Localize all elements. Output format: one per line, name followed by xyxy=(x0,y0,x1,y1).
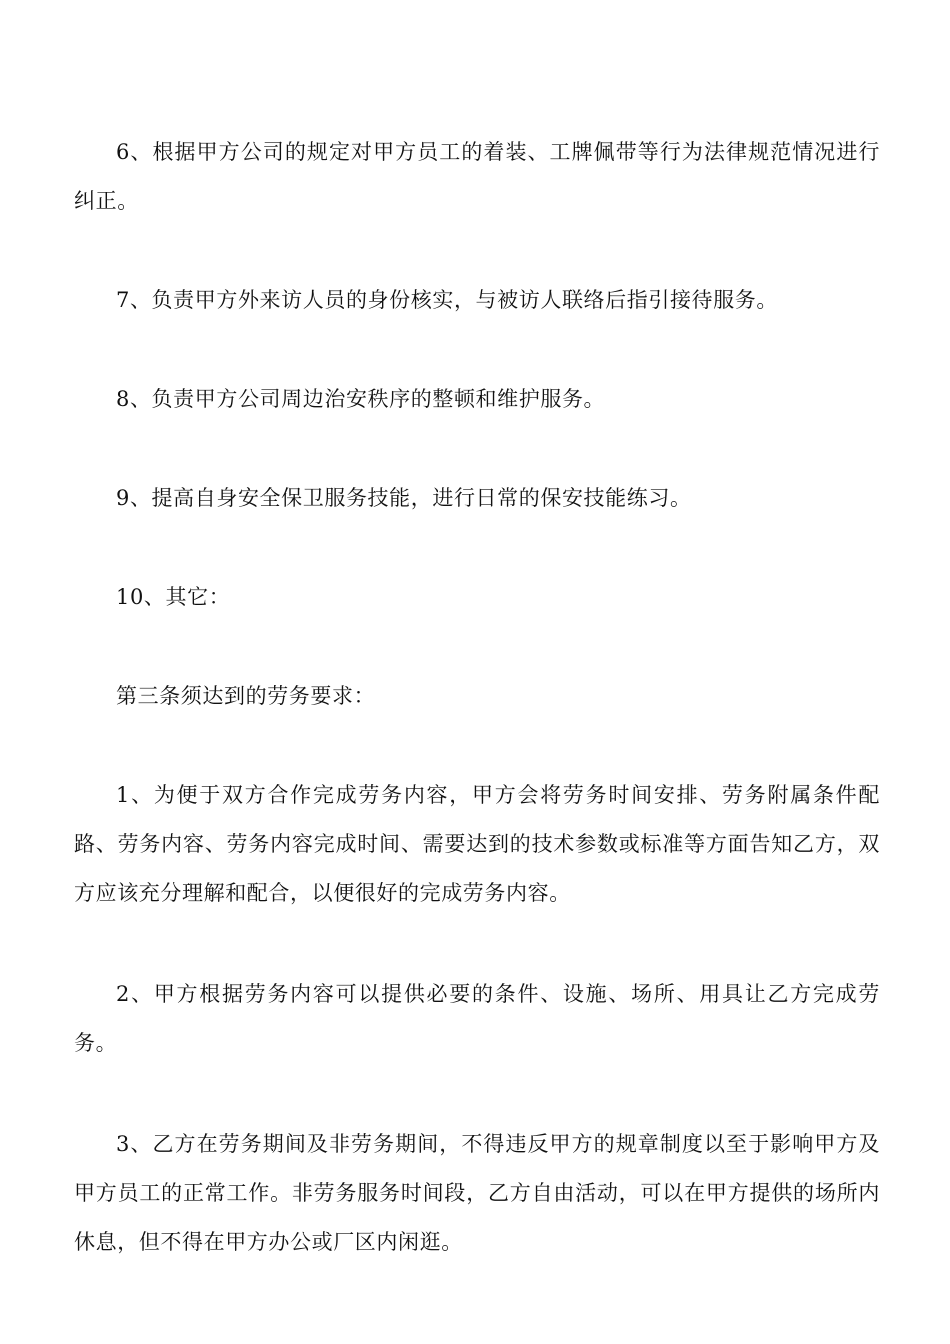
paragraph-spacer xyxy=(74,918,880,970)
paragraph-item-9: 9、提高自身安全保卫服务技能，进行日常的保安技能练习。 xyxy=(116,486,692,510)
section-heading-article-3: 第三条须达到的劳务要求： xyxy=(116,684,376,708)
paragraph-item-10: 10、其它： xyxy=(116,585,231,609)
paragraph-item-7: 7、负责甲方外来访人员的身份核实，与被访人联络后指引接待服务。 xyxy=(116,288,778,312)
paragraph-spacer xyxy=(74,523,880,573)
paragraph-spacer xyxy=(74,325,880,375)
paragraph-spacer xyxy=(74,226,880,276)
paragraph-spacer xyxy=(74,424,880,474)
paragraph-item-8: 8、负责甲方公司周边治安秩序的整顿和维护服务。 xyxy=(116,387,606,411)
requirement-item-1: 1、为便于双方合作完成劳务内容，甲方会将劳务时间安排、劳务附属条件配路、劳务内容、劳务内容完成时间、需要达到的技术参数或标准等方面告知乙方，双方应该充分理解和配合，以便很好的完成劳务内容。 xyxy=(74,783,880,905)
paragraph-item-6: 6、根据甲方公司的规定对甲方员工的着装、工牌佩带等行为法律规范情况进行纠正。 xyxy=(74,140,880,213)
requirement-item-2: 2、甲方根据劳务内容可以提供必要的条件、设施、场所、用具让乙方完成劳务。 xyxy=(74,982,880,1055)
requirement-item-3: 3、乙方在劳务期间及非劳务期间，不得违反甲方的规章制度以至于影响甲方及甲方员工的正常工作。非劳务服务时间段，乙方自由活动，可以在甲方提供的场所内休息，但不得在甲方办公或厂区内闲逛。 xyxy=(74,1132,880,1254)
paragraph-spacer xyxy=(74,622,880,672)
paragraph-spacer xyxy=(74,1068,880,1120)
paragraph-spacer xyxy=(74,721,880,771)
document-page xyxy=(74,128,880,1267)
